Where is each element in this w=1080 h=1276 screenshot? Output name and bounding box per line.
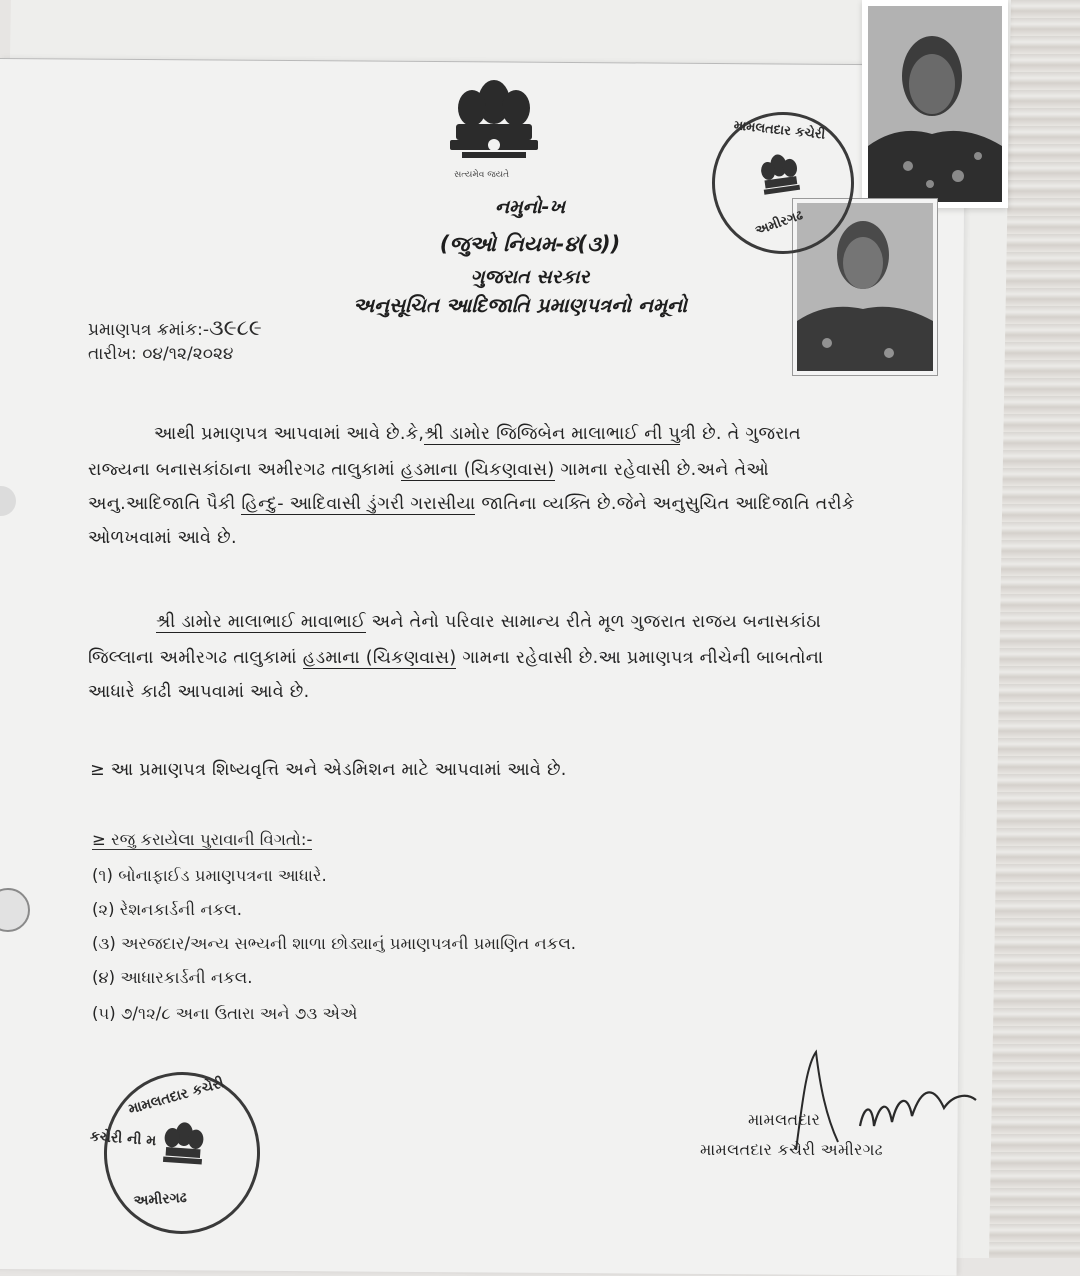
certificate-title: અનુસૂચિત આદિજાતિ પ્રમાણપત્રનો નમૂનો bbox=[352, 293, 688, 317]
caste-name: હિન્દુ- આદિવાસી ડુંગરી ગરાસીયા bbox=[241, 494, 476, 514]
date-label: તારીખ: bbox=[88, 344, 137, 364]
para1-line1 bbox=[154, 424, 801, 444]
emblem-caption: સત્યમેવ જયતે bbox=[454, 170, 510, 180]
seal-emblem-icon bbox=[158, 1117, 210, 1176]
evidence-item: (૩) અરજદાર/અન્ય સભ્યની શાળા છોડ્યાનું પ્રમાણપત્રની પ્રમાણિત નકલ. bbox=[92, 934, 577, 953]
village-name: હડમાના (ચિકણવાસ) bbox=[400, 460, 555, 480]
national-emblem-icon bbox=[432, 72, 556, 180]
date-value: ૦૪/૧૨/૨૦૨૪ bbox=[142, 344, 234, 364]
purpose-statement: ≥ આ પ્રમાણપત્ર શિષ્યવૃત્તિ અને એડમિશન માટે આપવામાં આવે છે. bbox=[90, 760, 567, 780]
signatory-office: મામલતદાર કચેરી અમીરગઢ bbox=[700, 1140, 883, 1159]
evidence-item: (૨) રેશનકાર્ડની નકલ. bbox=[92, 900, 243, 919]
applicant-name: શ્રી ડામોર જિજિબેન માલાભાઈ ની પુ bbox=[424, 424, 681, 444]
signatory-designation: મામલતદાર bbox=[748, 1110, 821, 1129]
certificate-number-label: પ્રમાણપત્ર ક્રમાંક:- bbox=[88, 320, 209, 340]
seal-bottom-text: અમીરગઢ bbox=[133, 1189, 188, 1210]
para1-line2 bbox=[88, 460, 769, 480]
para1-line3 bbox=[88, 494, 855, 514]
certificate-date bbox=[88, 344, 233, 364]
government-name: ગુજરાત સરકાર bbox=[470, 266, 590, 288]
evidence-item: (૧) બોનાફાઈડ પ્રમાણપત્રના આધારે. bbox=[92, 866, 327, 885]
para1-text: જાતિના વ્યક્તિ છે.જેને અનુસુચિત આદિજાતિ તરીકે bbox=[481, 494, 855, 514]
para1-text: અનુ.આદિજાતિ પૈકી bbox=[88, 494, 236, 514]
para1-text: રાજ્યના બનાસકાંઠાના અમીરગઢ તાલુકામાં bbox=[88, 460, 395, 480]
evidence-heading bbox=[92, 830, 312, 850]
para2-line3: આધારે કાઢી આપવામાં આવે છે. bbox=[88, 682, 310, 702]
para1-line4: ઓળખવામાં આવે છે. bbox=[88, 528, 237, 548]
person-portrait-icon bbox=[868, 6, 1002, 202]
form-number: નમુનો-ખ bbox=[495, 196, 565, 218]
seal-emblem-icon bbox=[755, 149, 806, 207]
certificate-number-value: ૩૯૮૯ bbox=[208, 316, 262, 341]
father-name: શ્રી ડામોર માલાભાઈ માવાભાઈ bbox=[156, 612, 366, 632]
applicant-photo bbox=[862, 0, 1008, 208]
para2-text: ગામના રહેવાસી છે.આ પ્રમાણપત્ર નીચેની બાબતોના bbox=[462, 648, 824, 668]
evidence-heading-text: ≥ રજુ કરાયેલા પુરાવાની વિગતો:- bbox=[92, 830, 313, 849]
rule-reference: (જુઓ નિયમ-૪(૩)) bbox=[439, 232, 621, 256]
para2-line2 bbox=[88, 648, 823, 668]
seal-top-text: મામલતદાર કચેરી bbox=[126, 1075, 226, 1118]
para1-text: ત્રી છે. તે ગુજરાત bbox=[680, 424, 801, 444]
village-name: હડમાના (ચિકણવાસ) bbox=[302, 648, 457, 668]
para2-text: જિલ્લાના અમીરગઢ તાલુકામાં bbox=[88, 648, 297, 668]
para2-text: અને તેનો પરિવાર સામાન્ય રીતે મૂળ ગુજરાત રાજય બનાસકાંઠા bbox=[371, 612, 822, 632]
para2-line1 bbox=[156, 612, 821, 632]
seal-middle-text: કચેરી ની મ bbox=[89, 1128, 157, 1150]
para1-text: આથી પ્રમાણપત્ર આપવામાં આવે છે.કે, bbox=[154, 424, 425, 444]
evidence-item: (૫) ૭/૧૨/૮ અના ઉતારા અને ૭૩ એએ bbox=[92, 1004, 358, 1023]
evidence-item: (૪) આધારકાર્ડની નકલ. bbox=[92, 968, 253, 987]
seal-top-text: મામલતદાર કચેરી bbox=[733, 118, 826, 143]
certificate-number bbox=[88, 316, 262, 341]
seal-bottom-text: અમીરગઢ bbox=[753, 207, 805, 239]
para1-text: ગામના રહેવાસી છે.અને તેઓ bbox=[560, 460, 769, 480]
